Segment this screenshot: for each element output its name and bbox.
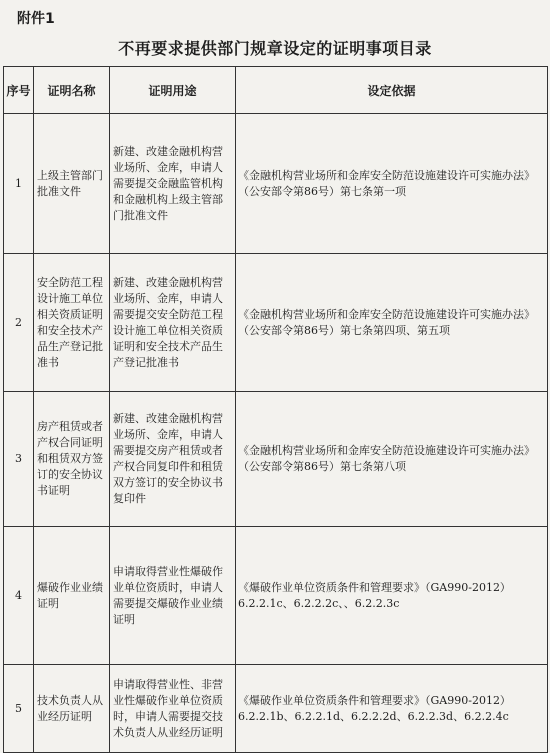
row-basis-text: 《爆破作业单位资质条件和管理要求》（GA990-2012）6.2.2.1c、6.2.2.2c、、6.2.2.3c [238, 580, 511, 610]
row-no: 3 [4, 392, 34, 527]
table-row [4, 665, 548, 753]
row-basis-text: 《爆破作业单位资质条件和管理要求》（GA990-2012）6.2.2.1b、6.2.2.1d、6.2.2.2d、6.2.2.3d、6.2.2.4c [238, 693, 511, 723]
row-basis [236, 665, 548, 753]
row-name: 房产租赁或者产权合同证明和租赁双方签订的安全协议书证明 [34, 392, 110, 527]
row-name: 安全防范工程设计施工单位相关资质证明和安全技术产品生产登记批准书 [34, 254, 110, 392]
row-basis [236, 392, 548, 527]
row-use: 新建、改建金融机构营业场所、金库，申请人需要提交安全防范工程设计施工单位相关资质证明和安全技术产品生产登记批准书 [110, 254, 236, 392]
row-no: 4 [4, 527, 34, 665]
row-name: 技术负责人从业经历证明 [34, 665, 110, 753]
attachment-label: 附件1 [17, 11, 55, 27]
row-basis-text: 《金融机构营业场所和金库安全防范设施建设许可实施办法》（公安部令第86号）第七条第四项、第五项 [238, 307, 535, 337]
header-no: 序号 [4, 67, 34, 114]
row-basis-text: 《金融机构营业场所和金库安全防范设施建设许可实施办法》（公安部令第86号）第七条第八项 [238, 444, 535, 473]
table-row [4, 527, 548, 665]
table-header-row [4, 67, 548, 114]
row-no: 5 [4, 665, 34, 753]
row-basis [236, 254, 548, 392]
page-title: 不再要求提供部门规章设定的证明事项目录 [118, 39, 432, 58]
row-name: 上级主管部门批准文件 [34, 114, 110, 254]
row-no: 2 [4, 254, 34, 392]
row-use: 新建、改建金融机构营业场所、金库，申请人需要提交房产租赁或者产权合同复印件和租赁双方签订的安全协议书复印件 [110, 392, 236, 527]
header-name: 证明名称 [34, 67, 110, 114]
row-use: 申请取得营业性爆破作业单位资质时，申请人需要提交爆破作业业绩证明 [110, 527, 236, 665]
row-name: 爆破作业业绩证明 [34, 527, 110, 665]
row-basis [236, 527, 548, 665]
table-row [4, 114, 548, 254]
row-basis-text: 《金融机构营业场所和金库安全防范设施建设许可实施办法》（公安部令第86号）第七条第一项 [238, 168, 535, 198]
table-row [4, 392, 548, 527]
row-basis [236, 114, 548, 254]
header-use: 证明用途 [110, 67, 236, 114]
row-use: 申请取得营业性、非营业性爆破作业单位资质时，申请人需要提交技术负责人从业经历证明 [110, 665, 236, 753]
row-use: 新建、改建金融机构营业场所、金库，申请人需要提交金融监管机构和金融机构上级主管部门批准文件 [110, 114, 236, 254]
certificate-table [3, 66, 548, 753]
table-row [4, 254, 548, 392]
row-no: 1 [4, 114, 34, 254]
header-basis: 设定依据 [236, 67, 548, 114]
